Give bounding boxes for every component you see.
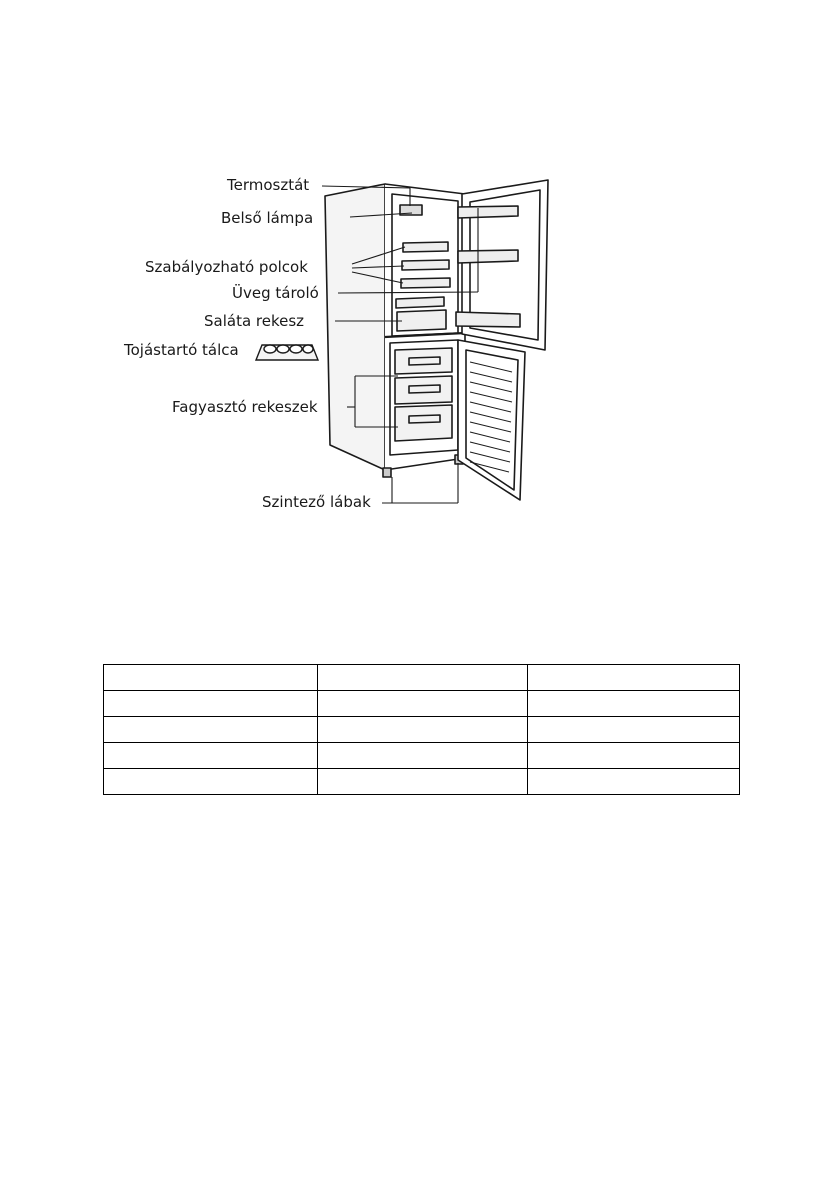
- table-cell: [104, 691, 318, 717]
- fridge-diagram: [0, 0, 839, 560]
- table-row: [104, 769, 740, 795]
- label-glass-container: Üveg tároló: [232, 284, 319, 302]
- door-shelf-3: [456, 312, 520, 327]
- label-inner-lamp: Belső lámpa: [221, 209, 314, 227]
- table-cell: [318, 769, 528, 795]
- table-cell: [528, 691, 740, 717]
- label-egg-tray: Tojástartó tálca: [124, 341, 239, 359]
- table-row: [104, 717, 740, 743]
- label-thermostat: Termosztát: [227, 176, 310, 194]
- table-cell: [104, 743, 318, 769]
- label-salad-drawer: Saláta rekesz: [204, 312, 305, 330]
- table-cell: [318, 717, 528, 743]
- table-cell: [104, 665, 318, 691]
- label-leveling-feet: Szintező lábak: [262, 493, 371, 511]
- table-cell: [528, 665, 740, 691]
- table-row: [104, 691, 740, 717]
- shelf-2: [402, 260, 449, 270]
- table-row: [104, 665, 740, 691]
- spec-table: [103, 664, 740, 795]
- door-shelf-1: [458, 206, 518, 218]
- table-cell: [318, 665, 528, 691]
- label-adjustable-shelves: Szabályozható polcok: [145, 258, 308, 276]
- table-cell: [528, 743, 740, 769]
- foot-left: [383, 468, 391, 477]
- door-shelf-2: [458, 250, 518, 263]
- table-row: [104, 743, 740, 769]
- salad-drawer: [397, 310, 446, 331]
- table-cell: [528, 717, 740, 743]
- egg-tray-illustration: [256, 345, 318, 360]
- fridge-illustration: [0, 0, 839, 560]
- table-cell: [528, 769, 740, 795]
- table-cell: [104, 717, 318, 743]
- freezer-drawer-2: [395, 376, 452, 404]
- shelf-3: [401, 278, 450, 288]
- glass-container: [396, 297, 444, 308]
- table-cell: [318, 691, 528, 717]
- table-cell: [104, 769, 318, 795]
- freezer-drawer-1: [395, 348, 452, 374]
- label-freezer-drawers: Fagyasztó rekeszek: [172, 398, 318, 416]
- table-cell: [318, 743, 528, 769]
- shelf-1: [403, 242, 448, 252]
